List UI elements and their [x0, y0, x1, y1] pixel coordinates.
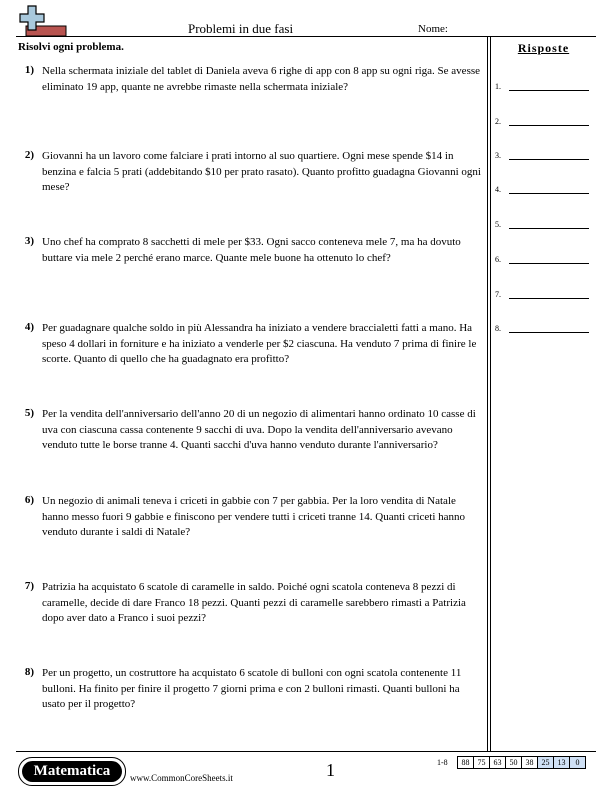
- score-cell: 13: [554, 757, 570, 769]
- answer-slot-8: [495, 324, 595, 338]
- answer-number: 7.: [495, 290, 501, 299]
- footer-divider: [16, 751, 596, 752]
- answer-line[interactable]: [509, 332, 589, 333]
- answer-line[interactable]: [509, 159, 589, 160]
- page-number: 1: [326, 760, 335, 780]
- header-divider: [16, 36, 596, 37]
- answer-line[interactable]: [509, 125, 589, 126]
- question-text: Nella schermata iniziale del tablet di Daniela aveva 6 righe di app con 8 app su ogni riga. Se avesse eliminato 19 app, quante ne avrebbe rimaste nella schermata iniziale?: [42, 65, 481, 93]
- answer-line[interactable]: [509, 263, 589, 264]
- question-text: Uno chef ha comprato 8 sacchetti di mele per $33. Ogni sacco conteneva mele 7, ma ha dovuto buttare via mele 2 perché erano marce. Quante mele buone ha ottenuto lo chef?: [42, 236, 461, 264]
- answer-line[interactable]: [509, 193, 589, 194]
- answer-slot-4: [495, 185, 595, 199]
- name-label: Nome:: [418, 23, 448, 35]
- instructions: Risolvi ogni problema.: [18, 41, 124, 53]
- answer-number: 8.: [495, 324, 501, 333]
- answer-line[interactable]: [509, 298, 589, 299]
- answer-slot-6: [495, 255, 595, 269]
- question-number: 3): [24, 235, 34, 247]
- score-cell: 25: [538, 757, 554, 769]
- answer-number: 4.: [495, 185, 501, 194]
- footer-url: www.CommonCoreSheets.it: [130, 773, 233, 783]
- question-text: Un negozio di animali teneva i criceti in gabbie con 7 per gabbia. Per la loro vendita di Natale hanno messo fuori 9 gabbie e finiscono per vendere tutti i criceti tranne 14. Quanti criceti hanno venduto durante i saldi di Natale?: [42, 495, 466, 538]
- answer-number: 5.: [495, 220, 501, 229]
- column-divider-inner: [490, 37, 491, 751]
- answer-number: 3.: [495, 151, 501, 160]
- score-range-label: 1-8: [437, 758, 448, 767]
- question-number: 1): [24, 64, 34, 76]
- score-cell: 50: [506, 757, 522, 769]
- answer-slot-5: [495, 220, 595, 234]
- question-number: 7): [24, 580, 34, 592]
- answer-number: 6.: [495, 255, 501, 264]
- subject-badge: [18, 757, 126, 786]
- score-cell: 75: [474, 757, 490, 769]
- answers-title: Risposte: [517, 41, 570, 55]
- answer-slot-1: [495, 82, 595, 96]
- question-number: 5): [24, 407, 34, 419]
- answer-slot-2: [495, 117, 595, 131]
- page-title: Problemi in due fasi: [188, 21, 294, 36]
- score-cell: 38: [522, 757, 538, 769]
- answer-line[interactable]: [509, 90, 589, 91]
- question-text: Per guadagnare qualche soldo in più Alessandra ha iniziato a vendere braccialetti fatti a mano. Ha speso 4 dollari in forniture e ha iniziato a venderle per $2 ciascuna. Ha venduto 7 prima di finire le scorte. Quanto di quello che ha guadagnato era profitto?: [42, 322, 477, 365]
- answer-number: 2.: [495, 117, 501, 126]
- question-number: 2): [24, 149, 34, 161]
- question-text: Patrizia ha acquistato 6 scatole di caramelle in saldo. Poiché ogni scatola conteneva 8 pezzi di caramelle, decide di dare Franco 18 pezzi. Quanti pezzi di caramelle sarebbero rimasti a Patrizia dopo aver dato a Franco i suoi pezzi?: [42, 581, 466, 624]
- answer-slot-7: [495, 290, 595, 304]
- subject-badge-label: Matematica: [33, 763, 111, 779]
- answer-slot-3: [495, 151, 595, 165]
- question-number: 6): [24, 494, 34, 506]
- score-cell: 63: [490, 757, 506, 769]
- answer-number: 1.: [495, 82, 501, 91]
- question-number: 4): [24, 321, 34, 333]
- score-cell: 88: [458, 757, 474, 769]
- score-table: [457, 756, 586, 769]
- question-text: Giovanni ha un lavoro come falciare i prati intorno al suo quartiere. Ogni mese spende $14 in benzina e falcia 5 prati (addebitando $10 per prato rasato). Quanto profitto guadagna Giovanni ogni mese?: [42, 150, 481, 193]
- column-divider: [487, 37, 488, 751]
- score-cell: 0: [570, 757, 586, 769]
- question-text: Per la vendita dell'anniversario dell'anno 20 di un negozio di alimentari hanno ordinato 10 casse di uva con ciascuna cassa contenente 9 sacchi di uva. Dopo la vendita dell'anniversario avevano venduto tutte le borse tranne 4. Quanti sacchi d'uva hanno venduto durante l'anniversario?: [42, 408, 476, 451]
- question-text: Per un progetto, un costruttore ha acquistato 6 scatole di bulloni con ogni scatola contenente 11 bulloni. Ha finito per finire il progetto 7 giorni prima e con 2 bulloni rimasti. Quanti bulloni ha usato per il progetto?: [42, 667, 462, 710]
- plus-logo-icon: [16, 4, 68, 38]
- answer-line[interactable]: [509, 228, 589, 229]
- question-number: 8): [24, 666, 34, 678]
